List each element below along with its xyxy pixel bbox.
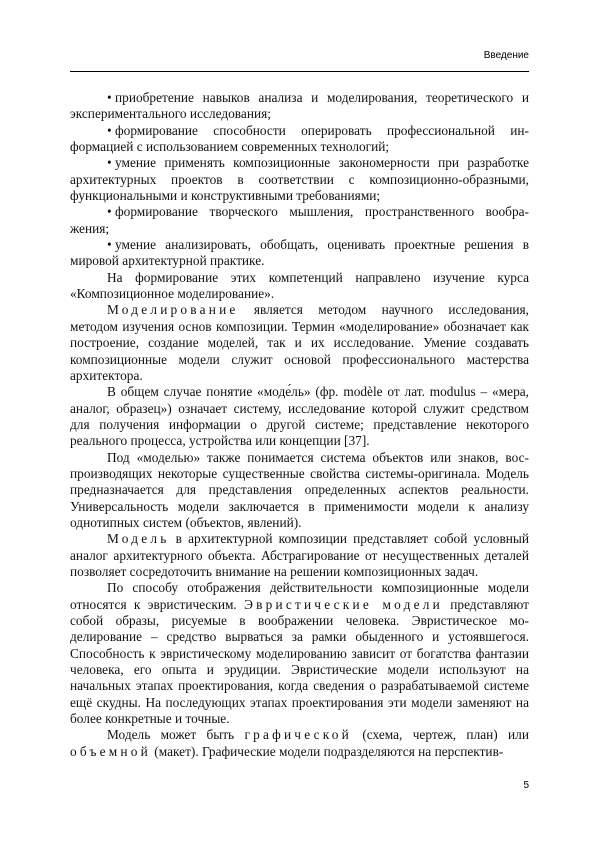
spaced-term: графической [244, 727, 353, 743]
bullet-text: умение анализировать, обобщать, оценивать проектные решения в мировой архитектурной практике. [70, 237, 529, 269]
paragraph [70, 580, 529, 727]
paragraph [70, 302, 529, 384]
running-header: Введение [483, 50, 529, 61]
paragraph: Под «моделью» также понимается система объектов или знаков, воспроизводящих некоторые существенные свойства системы-оригинала. Модель предназначается для представления определенных аспектов реальности. Универсальность модели заключается в применимости модели к анализу однотипных систем (объектов, явлений). [70, 449, 529, 530]
spaced-term: Модель [107, 531, 170, 547]
bullet-mark: • [107, 204, 112, 220]
header-rule [70, 71, 529, 72]
spaced-term: объемной [70, 743, 151, 759]
paragraph-text: является методом научного исследования, методом изучения основ композиции. Термин «моделирование» обозначает как построение, создание моделей, так и их исследование. Умение создавать композиционные модели служит основой профессионального мастерства архитектора. [70, 302, 529, 383]
bullet-item [70, 204, 529, 237]
bullet-item [70, 237, 529, 270]
bullet-item [70, 155, 529, 204]
paragraph-text: (макет). Графические модели подразделяются на перспектив- [150, 743, 504, 759]
body-text [70, 90, 529, 760]
page-number: 5 [523, 780, 529, 791]
bullet-item [70, 90, 529, 123]
paragraph-text: представляют собой образы, рисуемые в воображении человека. Эвристическое моделирование – средство вырваться за рамки обыденного и устоявшегося. Способность к эвристическому моделированию зависит от богатства фантазии человека, его опыта и эрудиции. Эвристические модели используют на начальных этапах проектирования, когда сведения о разрабатываемой системе ещё скудны. На последующих этапах проектирования эти модели заменяют на более конкретные и точные. [70, 596, 529, 727]
bullet-text: приобретение навыков анализа и моделирования, теоретического и экспериментального исследования; [70, 90, 529, 122]
spaced-term: Моделирование [107, 302, 239, 318]
bullet-mark: • [107, 90, 112, 105]
bullet-mark: • [107, 237, 112, 253]
bullet-text: формирование способности оперировать профессиональной информацией с использованием современных технологий; [70, 122, 529, 155]
bullet-text: формирование творческого мышления, пространственного воображения; [70, 204, 529, 236]
paragraph-text: в архитектурной композиции представляет собой условный аналог архитектурного объекта. Абстрагирование от несущественных деталей позволяет сосредоточить внимание на решении композиционных задач. [70, 531, 529, 579]
paragraph-text: Модель может быть [107, 727, 245, 743]
paragraph [70, 531, 529, 580]
paragraph-text: (схема, чертеж, план) или [352, 727, 529, 743]
bullet-text: умение применять композиционные закономерности при разработке архитектурных проектов в соответствии с композиционно-образными, функциональными и конструктивными требованиями; [70, 155, 529, 204]
paragraph-text: По способу отображения действительности композиционные модели относятся к эвристическим. [70, 580, 529, 612]
paragraph: На формирование этих компетенций направлено изучение курса «Композиционное моделирование». [70, 269, 529, 302]
bullet-mark: • [107, 122, 112, 138]
paragraph: В общем случае понятие «моде́ль» (фр. modèle от лат. modulus – «мера, аналог, образец») означает систему, исследование которой служит средством для получения информации о другой системе; представление некоторого реального процесса, устройства или концепции [37]. [70, 384, 529, 449]
bullet-item [70, 123, 529, 156]
paragraph [70, 727, 529, 760]
spaced-term: Эвристические модели [244, 596, 443, 612]
bullet-mark: • [107, 155, 112, 171]
